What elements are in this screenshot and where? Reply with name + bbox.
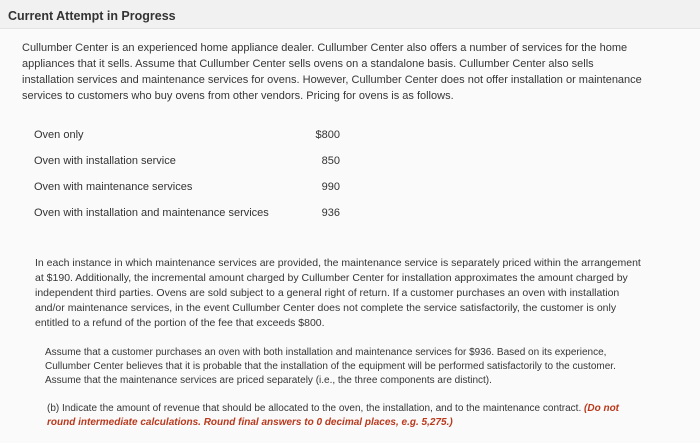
pricing-table <box>22 122 362 226</box>
intro-paragraph: Cullumber Center is an experienced home appliance dealer. Cullumber Center also offers a number of services for the home appliances that it sells. Assume that Cullumber Center sells ovens on a standalone basis. Cullumber Center also sells installation services and maintenance services for ovens. However, Cullumber Center does not offer installation or maintenance services to customers who buy ovens from other vendors. Pricing for ovens is as follows. <box>22 42 642 102</box>
rounding-note: (Do not round intermediate calculations. Round final answers to 0 decimal places, e.g. 5,275.) <box>47 403 620 428</box>
pricing-value: 990 <box>321 181 340 193</box>
pricing-label: Oven with maintenance services <box>34 181 193 193</box>
question-b-text: (b) Indicate the amount of revenue that should be allocated to the oven, the installation, and to the maintenance contract. <box>47 403 582 414</box>
pricing-value: 936 <box>321 207 340 219</box>
pricing-label: Oven with installation and maintenance services <box>34 207 269 219</box>
pricing-label: Oven with installation service <box>34 155 176 167</box>
table-row <box>22 174 362 200</box>
pricing-value: $800 <box>315 129 340 141</box>
maintenance-paragraph: In each instance in which maintenance services are provided, the maintenance service is separately priced within the arrangement at $190. Additionally, the incremental amount charged by Cullumber Center for installation approximates the amount charged by independent third parties. Ovens are sold subject to a general right of return. If a customer purchases an oven with installation and/or maintenance services, in the event Cullumber Center does not complete the service satisfactorily, the customer is only entitled to a refund of the portion of the fee that exceeds $800. <box>35 257 641 329</box>
page-title: Current Attempt in Progress <box>8 9 176 23</box>
pricing-label: Oven only <box>34 129 84 141</box>
question-b <box>47 402 647 430</box>
table-row <box>22 122 362 148</box>
header-bar <box>0 0 700 29</box>
pricing-value: 850 <box>321 155 340 167</box>
table-row <box>22 200 362 226</box>
assumption-paragraph: Assume that a customer purchases an oven with both installation and maintenance services for $936. Based on its experience, Cullumber Center believes that it is probable that the installation of the equipment will be performed satisfactorily to the customer. Assume that the maintenance services are priced separately (i.e., the three components are distinct). <box>45 347 616 386</box>
table-row <box>22 148 362 174</box>
